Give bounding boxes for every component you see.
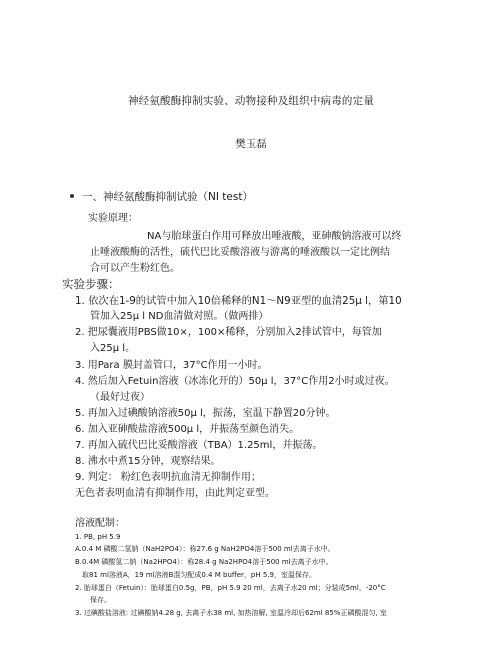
principle-line: 合可以产生粉红色。: [90, 263, 180, 274]
solution-line: A.0.4 M 磷酸二氢钠（NaH2PO4）：称27.6 g NaH2PO4溶于500 ml去离子水中。: [75, 545, 335, 553]
step-line: 5. 再加入过碘酸钠溶液50μ l，振荡，室温下静置20分钟。: [75, 408, 336, 419]
step-line: 无色者表明血清有抑制作用，由此判定亚型。: [75, 488, 275, 499]
step-line: 1. 依次在1-9的试管中加入10倍稀释的N1～N9亚型的血清25μ l，第10: [75, 295, 402, 307]
document-title: 神经氨酸酶抑制实验、动物接种及组织中病毒的定量: [127, 95, 375, 107]
step-line: 8. 沸水中煮15分钟，观察结果。: [75, 456, 221, 467]
step-line: 4. 然后加入Fetuin溶液（冰冻化开的）50μ l，37°C作用2小时或过夜。: [75, 376, 395, 387]
solution-line: 2. 胎球蛋白（Fetuin）：胎球蛋白0.5g，PB，pH 5.9 20 ml，去离子水20 ml；分装成5ml，-20°C: [75, 584, 386, 592]
section-heading: [70, 192, 253, 203]
step-line: （最好过夜）: [90, 392, 150, 403]
author-name: 樊玉磊: [235, 138, 267, 150]
solution-line: 1. PB, pH 5.9: [75, 533, 121, 541]
solution-line: 保存。: [90, 596, 111, 604]
steps-label: 实验步骤：: [62, 277, 120, 291]
principle-line: NA与胎球蛋白作用可释放出唾液酸，亚砷酸钠溶液可以终: [147, 231, 402, 242]
step-line: 入25μ l。: [90, 343, 136, 354]
step-line: 3. 用Para 膜封盖管口，37°C作用一小时。: [75, 360, 268, 371]
solutions-label: 溶液配制：: [75, 518, 125, 529]
section-heading-text: 一、神经氨酸酶抑制试验（NI test）: [82, 191, 253, 203]
principle-label: 实验原理：: [88, 213, 138, 224]
solution-line: 取81 ml溶液A，19 ml溶液B混匀配成0.4 M buffer，pH 5.9，室温保存。: [82, 571, 316, 579]
step-line: 6. 加入亚砷酸盐溶液500μ l，并振荡至颜色消失。: [75, 424, 300, 435]
bullet-icon: [70, 194, 74, 198]
step-line: 2. 把尿囊液用PBS做10×，100×稀释，分别加入2排试管中，每管加: [75, 327, 382, 338]
step-line: 7. 再加入硫代巴比妥酸溶液（TBA）1.25ml，并振荡。: [75, 440, 323, 451]
principle-line: 止唾液酸酶的活性，硫代巴比妥酸溶液与游离的唾液酸以一定比例结: [90, 247, 390, 258]
step-line: 9. 判定： 粉红色表明抗血清无抑制作用；: [75, 472, 261, 483]
step-line: 管加入25μ l ND血清做对照。（做两排）: [90, 311, 269, 322]
solution-line: 3. 过碘酸盐溶液: 过碘酸钠4.28 g, 去离子水38 ml, 加热溶解, 室温冷却后62ml 85%正磷酸混匀, 室: [75, 609, 387, 617]
solution-line: B.0.4M 磷酸氢二钠（Na2HPO4）：称28.4 g Na2HPO4溶于500 ml去离子水中。: [75, 558, 333, 566]
